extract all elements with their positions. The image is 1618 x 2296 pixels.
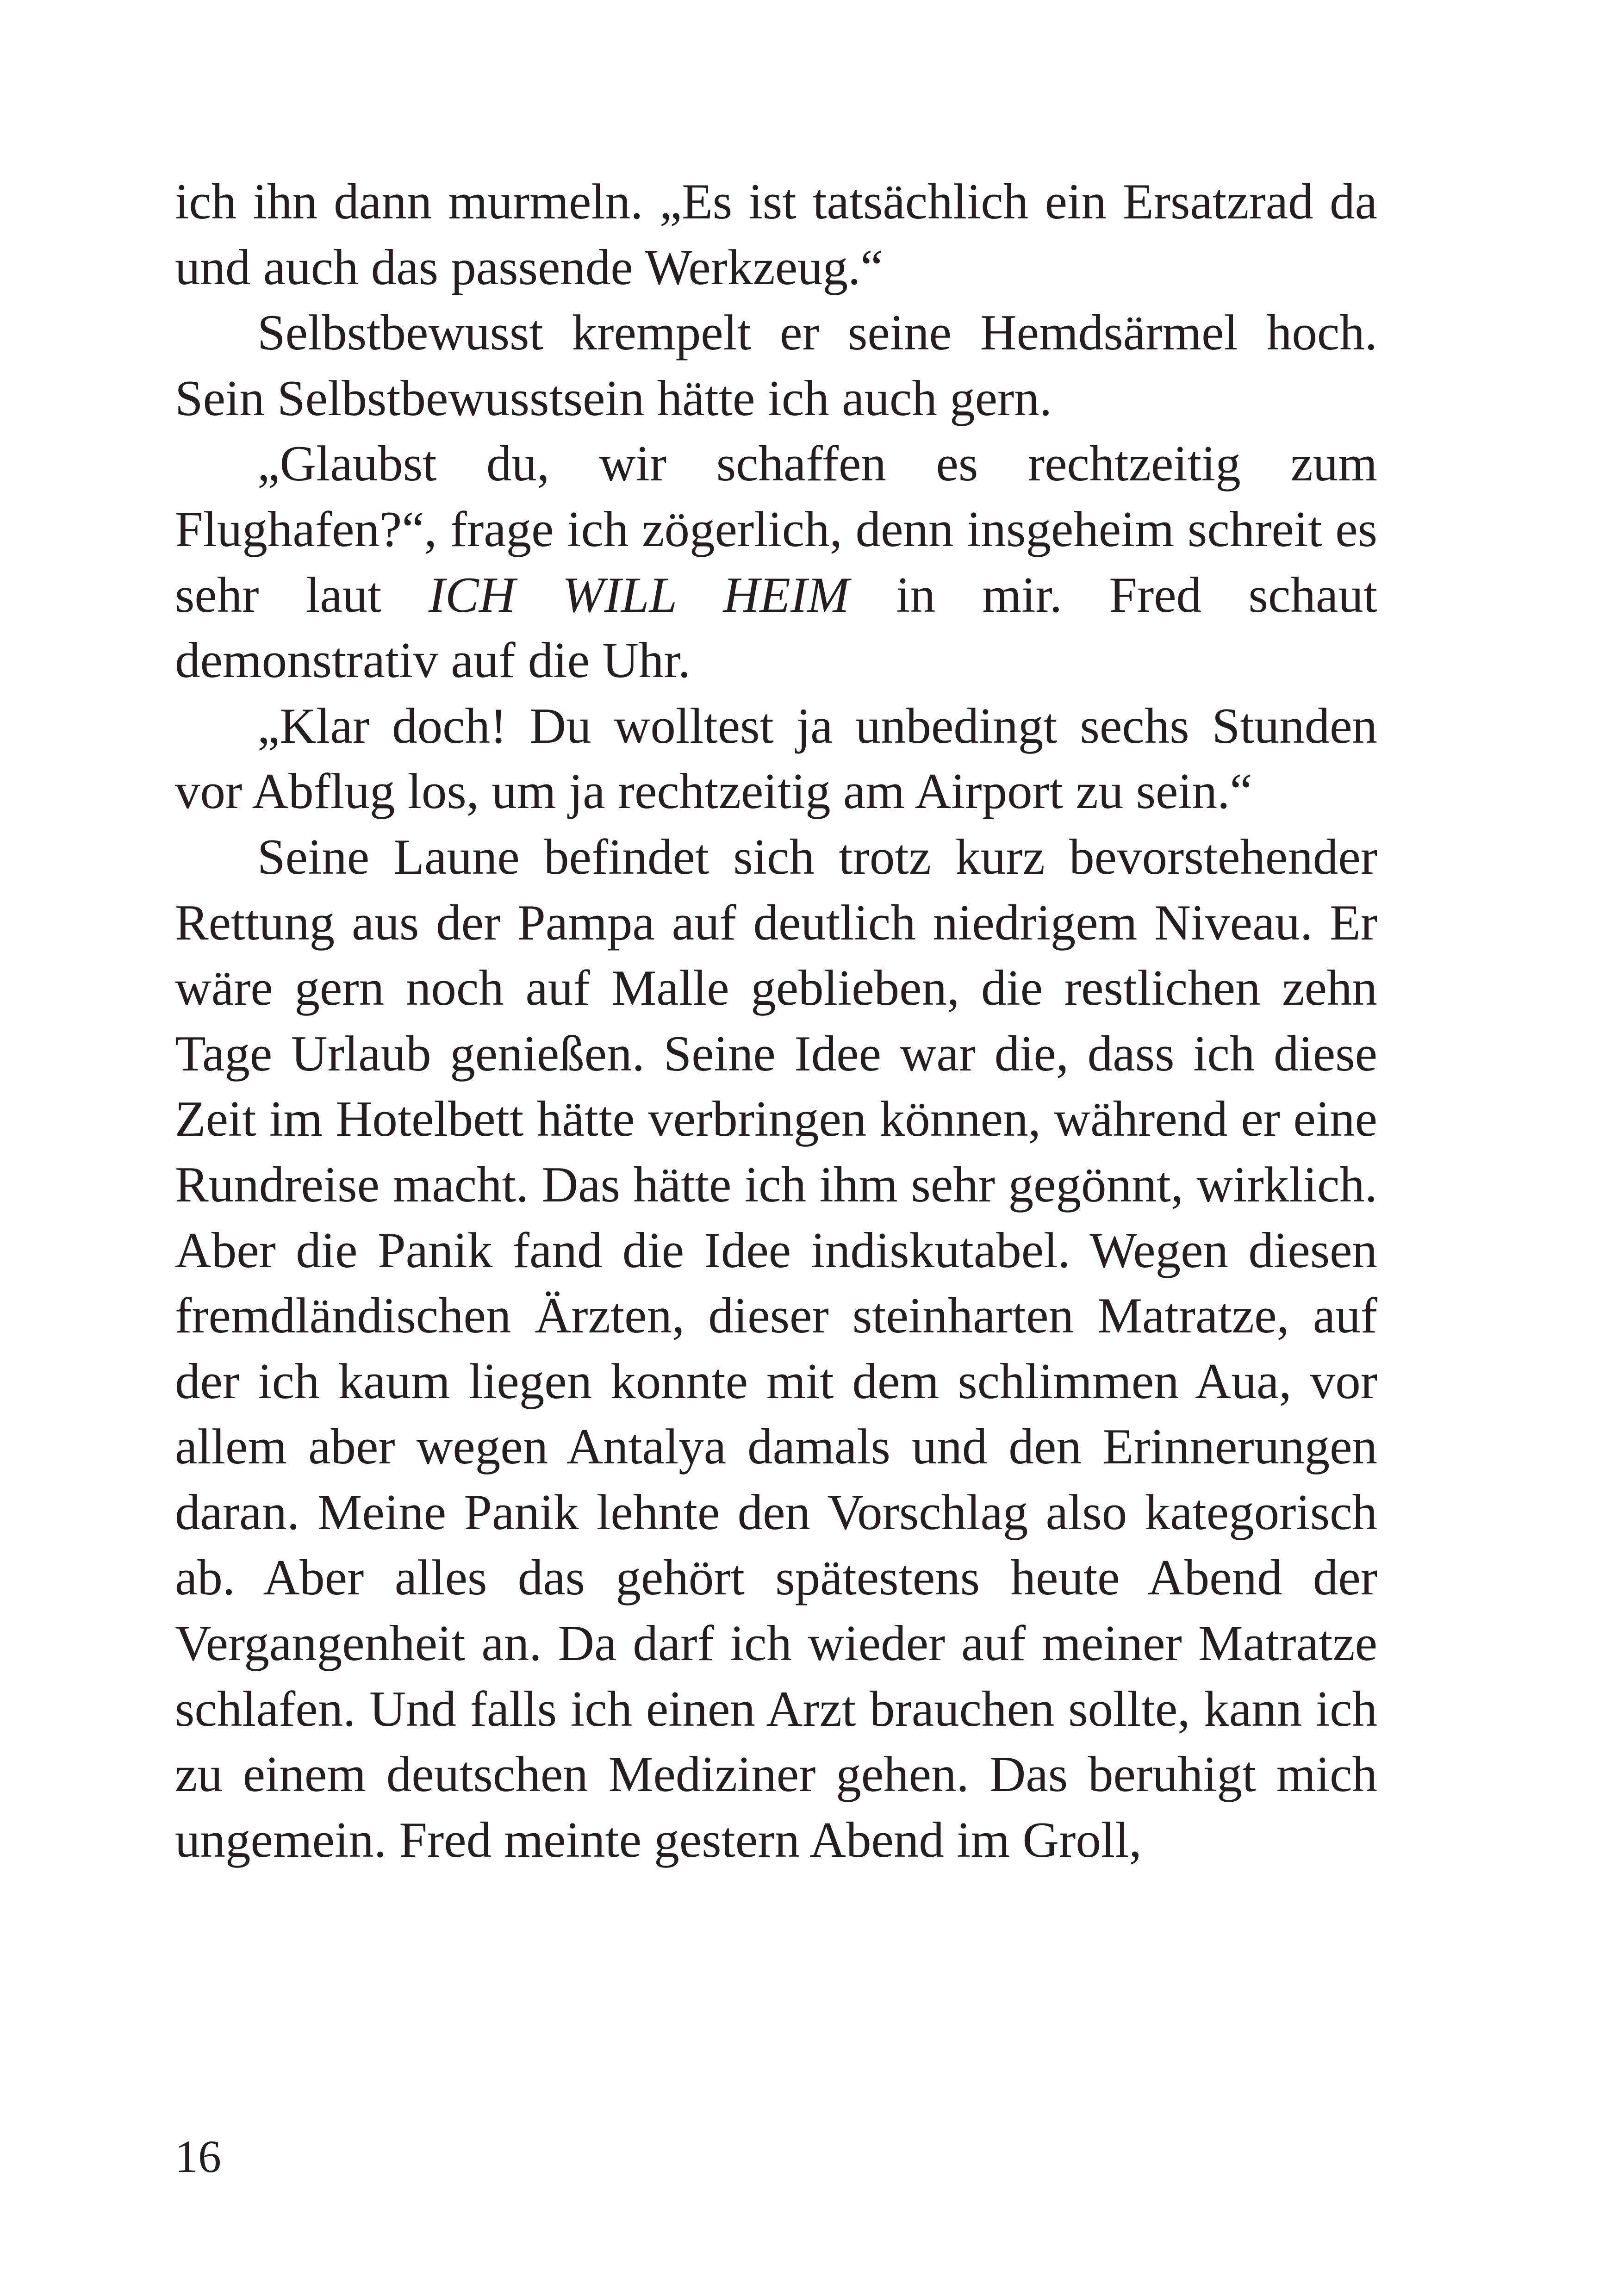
paragraph-3-text-before: „Glaubst du, wir schaffen es rechtzeitig zum Flughafen?“, frage ich zögerlich, denn insgeheim schreit es sehr laut (175, 436, 1377, 623)
paragraph-3 (175, 431, 1377, 693)
body-text (175, 169, 1377, 1873)
paragraph-1: ich ihn dann murmeln. „Es ist tatsächlich ein Ersatzrad da und auch das passende Werkzeug.“ (175, 174, 1377, 295)
paragraph-5: Seine Laune befindet sich trotz kurz bevorstehender Rettung aus der Pampa auf deutlich niedrigem Niveau. Er wäre gern noch auf Malle geblieben, die restlichen zehn Tage Urlaub genießen. Seine Idee war die, dass ich diese Zeit im Hotelbett hätte verbringen können, während er eine Rundreise macht. Das hätte ich ihm sehr gegönnt, wirklich. Aber die Panik fand die Idee indiskutabel. Wegen diesen fremdländischen Ärzten, dieser steinharten Matratze, auf der ich kaum liegen konnte mit dem schlimmen Aua, vor allem aber wegen Antalya damals und den Erinnerungen daran. Meine Panik lehnte den Vorschlag also kategorisch ab. Aber alles das gehört spätestens heute Abend der Vergangenheit an. Da darf ich wieder auf meiner Matratze schlafen. Und falls ich einen Arzt brauchen sollte, kann ich zu einem deutschen Mediziner gehen. Das beruhigt mich ungemein. Fred meinte gestern Abend im Groll, (175, 828, 1377, 1868)
paragraph-3-emphasis: ICH WILL HEIM (428, 566, 849, 623)
paragraph-4: „Klar doch! Du wolltest ja unbedingt sechs Stunden vor Abflug los, um ja rechtzeitig am Airport zu sein.“ (175, 697, 1377, 820)
page-number: 16 (175, 2131, 221, 2182)
paragraph-2: Selbstbewusst krempelt er seine Hemdsärmel hoch. Sein Selbstbewusstsein hätte ich auch gern. (175, 305, 1377, 426)
paragraph-3-text-after: in mir. Fred schaut demonstrativ auf die Uhr. (175, 566, 1377, 689)
